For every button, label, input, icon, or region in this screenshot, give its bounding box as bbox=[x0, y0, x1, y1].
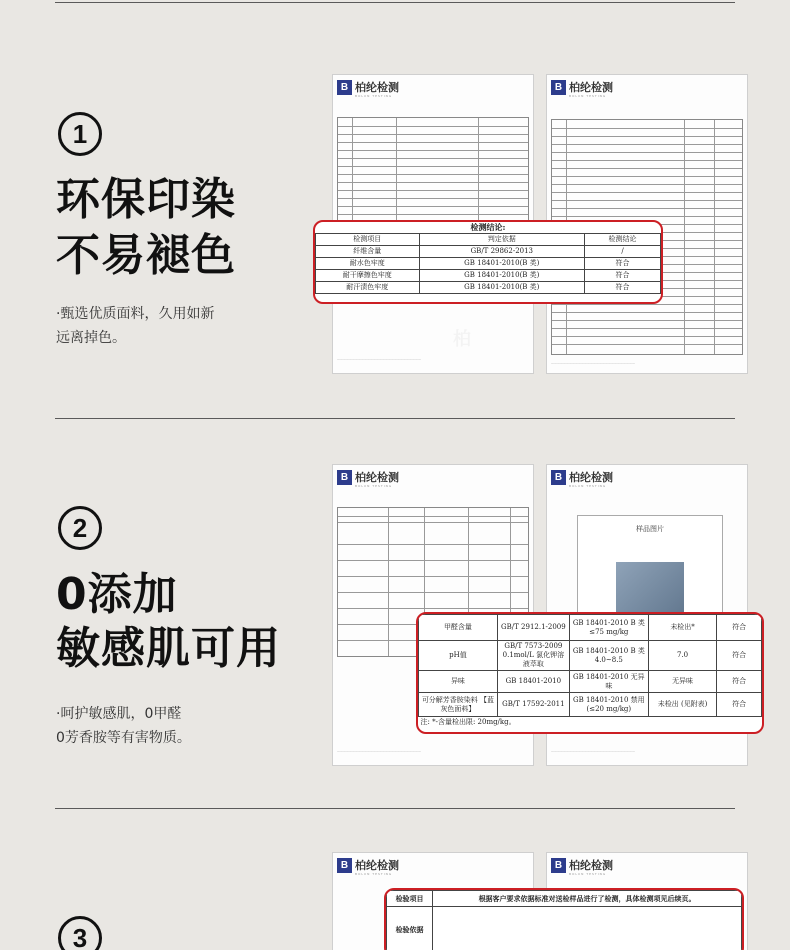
table-header: 检测结论 bbox=[585, 234, 661, 246]
lab-name-en: BOLUN TESTING bbox=[355, 872, 393, 876]
table-row: pH值 GB/T 7573-2009 0.1mol/L 氯化钾溶液萃取 GB 18401-2010 B 类 4.0~8.5 7.0 符合 bbox=[419, 641, 762, 671]
lab-logo-icon: B bbox=[551, 470, 566, 485]
lab-name-en: BOLUN TESTING bbox=[355, 484, 393, 488]
lab-name-en: BOLUN TESTING bbox=[355, 94, 393, 98]
table-row: 纤维含量 GB/T 29862-2013 / bbox=[316, 246, 661, 258]
lab-logo-icon: B bbox=[337, 858, 352, 873]
table-row: 耐干摩擦色牢度 GB 18401-2010(B 类) 符合 bbox=[316, 270, 661, 282]
lab-name: 柏纶检测 bbox=[355, 81, 399, 94]
lab-logo-icon: B bbox=[551, 80, 566, 95]
section-description-line2: 0芳香胺等有害物质。 bbox=[56, 730, 191, 746]
top-divider bbox=[55, 2, 735, 3]
section-divider-2 bbox=[55, 808, 735, 809]
table-row: 异味 GB 18401-2010 GB 18401-2010 无异味 无异味 符合 bbox=[419, 671, 762, 693]
section-heading-line1: 环保印染 bbox=[56, 174, 236, 225]
section-number-badge: 3 bbox=[58, 916, 102, 950]
test-report-page: B 柏纶检测 BOLUN TESTING ———————————————————————————— bbox=[546, 74, 748, 374]
section-heading-line2: 不易褪色 bbox=[56, 230, 236, 281]
table-row: 可分解芳香胺染料 【蓝灰色面料】 GB/T 17592-2011 GB 18401-2010 禁用 (≤20 mg/kg) 未检出 (见附表) 符合 bbox=[419, 693, 762, 717]
conclusion-title: 检测结论: bbox=[316, 222, 661, 234]
test-conclusion-callout bbox=[313, 220, 663, 304]
lab-name: 柏纶检测 bbox=[569, 859, 613, 872]
substance-table bbox=[418, 614, 762, 728]
table-header: 判定依据 bbox=[419, 234, 585, 246]
table-row: 甲醛含量 GB/T 2912.1-2009 GB 18401-2010 B 类 ≤75 mg/kg 未检出* 符合 bbox=[419, 615, 762, 641]
sample-photo-page: B 柏纶检测 BOLUN TESTING 样品图片 ———————————————————————————— bbox=[546, 464, 748, 766]
lab-name: 柏纶检测 bbox=[569, 471, 613, 484]
table-row: 检验依据 bbox=[387, 907, 742, 950]
lab-logo-icon: B bbox=[337, 80, 352, 95]
scope-table bbox=[386, 890, 742, 950]
sample-photo-title: 样品图片 bbox=[636, 525, 664, 533]
lab-name: 柏纶检测 bbox=[569, 81, 613, 94]
lab-name-en: BOLUN TESTING bbox=[569, 872, 607, 876]
lab-logo-icon: B bbox=[551, 858, 566, 873]
section-description-line1: ·甄选优质面料，久用如新 bbox=[56, 306, 215, 322]
section-heading-line1: 0添加 bbox=[56, 569, 178, 620]
section-divider-1 bbox=[55, 418, 735, 419]
section-number-badge: 2 bbox=[58, 506, 102, 550]
section-description-line2: 远离掉色。 bbox=[56, 330, 126, 346]
section-description-line1: ·呵护敏感肌，0甲醛 bbox=[56, 706, 182, 722]
table-row: 耐汗渍色牢度 GB 18401-2010(B 类) 符合 bbox=[316, 282, 661, 294]
conclusion-table bbox=[315, 222, 661, 294]
table-footnote: 注: *-含量检出限: 20mg/kg。 bbox=[420, 718, 516, 726]
test-report-page: B 柏纶检测 BOLUN TESTING ———————————————————————————— bbox=[332, 464, 534, 766]
lab-name-en: BOLUN TESTING bbox=[569, 94, 607, 98]
harmful-substance-callout bbox=[416, 612, 764, 734]
lab-name: 柏纶检测 bbox=[355, 859, 399, 872]
test-report-page: B 柏纶检测 BOLUN TESTING ———————————————————————————— bbox=[332, 74, 534, 374]
lab-logo-icon: B bbox=[337, 470, 352, 485]
section-heading-line2: 敏感肌可用 bbox=[56, 623, 281, 674]
table-row: 耐水色牢度 GB 18401-2010(B 类) 符合 bbox=[316, 258, 661, 270]
test-scope-callout bbox=[384, 888, 744, 950]
section-number-badge: 1 bbox=[58, 112, 102, 156]
table-header: 检测项目 bbox=[316, 234, 420, 246]
lab-name: 柏纶检测 bbox=[355, 471, 399, 484]
table-row: 检验项目 根据客户要求依据标准对送检样品进行了检测，具体检测项见后续页。 bbox=[387, 891, 742, 907]
lab-name-en: BOLUN TESTING bbox=[569, 484, 607, 488]
